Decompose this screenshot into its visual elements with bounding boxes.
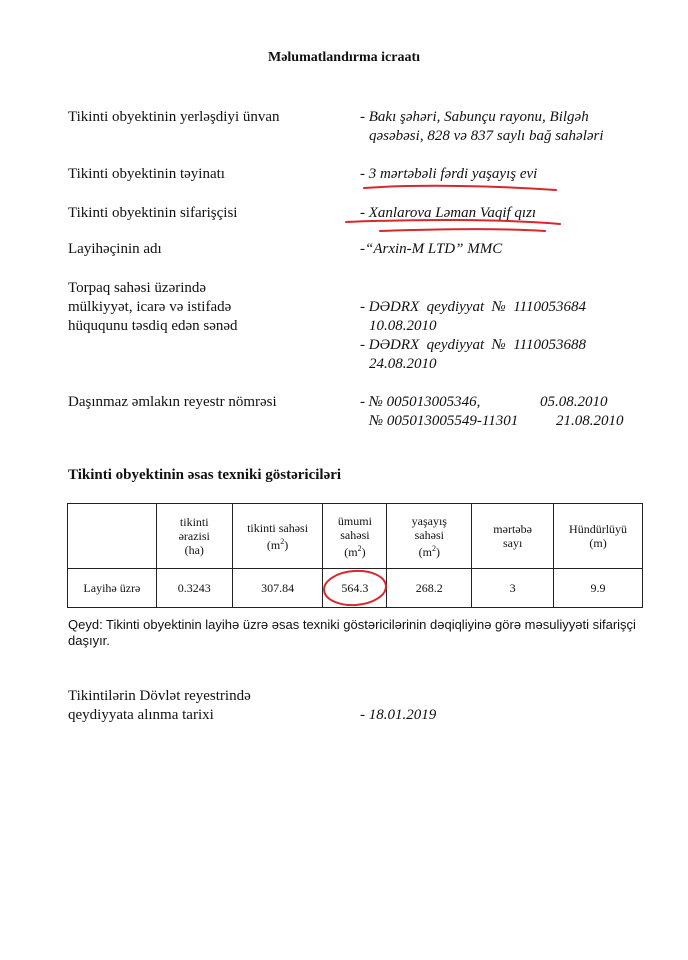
header-height: Hündürlüyü (m) <box>554 504 643 569</box>
header-living-area: yaşayış sahəsi $(m^2)$ <box>387 504 472 569</box>
address-line-2: qəsəbəsi, 828 və 837 saylı bağ sahələri <box>369 128 604 144</box>
state-register-label <box>68 687 358 725</box>
designer-value: -“Arxin-M LTD” MMC <box>360 241 503 257</box>
table-note: Qeyd: Tikinti obyektinin layihə üzrə əsas texniki göstəricilərinin dəqiqliyinə görə məsuliyyəti sifarişçi daşıyır. <box>68 617 636 648</box>
registry-value <box>360 393 640 431</box>
row-label-cell: Layihə üzrə <box>68 569 157 608</box>
registry-number-2: № 005013005549-11301 <box>369 413 519 429</box>
registry-date-1: 05.08.2010 <box>540 394 608 410</box>
header-building-area-ha: tikinti ərazisi (ha) <box>156 504 232 569</box>
value-building-area-ha: 0.3243 <box>156 569 232 608</box>
table-row <box>68 569 643 608</box>
state-register-label-line: qeydiyyata alınma tarixi <box>68 707 214 723</box>
land-doc-entry-1-date: 10.08.2010 <box>369 318 437 334</box>
header-building-area: tikinti sahəsi $(m^2)$ <box>232 504 323 569</box>
purpose-value: - 3 mərtəbəli fərdi yaşayış evi <box>360 166 538 182</box>
state-register-date: - 18.01.2019 <box>360 707 437 723</box>
document-title: Məlumatlandırma icraatı <box>267 50 421 65</box>
header-total-area: ümumi sahəsi $(m^2)$ <box>323 504 387 569</box>
land-doc-value <box>360 298 660 374</box>
designer-label: Layihəçinin adı <box>68 241 162 257</box>
table-header-row <box>68 504 643 569</box>
address-line-1: - Bakı şəhəri, Sabunçu rayonu, Bilgəh <box>360 109 589 125</box>
value-building-area: 307.84 <box>232 569 323 608</box>
client-label: Tikinti obyektinin sifarişçisi <box>68 205 238 221</box>
value-height: 9.9 <box>554 569 643 608</box>
address-label: Tikinti obyektinin yerləşdiyi ünvan <box>68 109 280 125</box>
purpose-label: Tikinti obyektinin təyinatı <box>68 166 225 182</box>
value-living-area: 268.2 <box>387 569 472 608</box>
client-value: - Xanlarova Ləman Vaqif qızı <box>360 205 537 221</box>
registry-date-2: 21.08.2010 <box>556 413 624 429</box>
table-corner-cell <box>68 504 157 569</box>
tech-section-title: Tikinti obyektinin əsas texniki göstəriciləri <box>68 467 342 483</box>
value-floor-count: 3 <box>472 569 554 608</box>
client-underline-mark-2 <box>380 229 545 231</box>
tech-table <box>67 503 643 608</box>
land-doc-label-line: hüququnu təsdiq edən sənəd <box>68 318 238 334</box>
state-register-label-line: Tikintilərin Dövlət reyestrində <box>68 688 251 704</box>
address-value <box>360 108 660 146</box>
value-total-area: 564.3 <box>323 569 387 608</box>
land-doc-entry-1: - DƏDRX qeydiyyat № 1110053684 <box>360 299 587 315</box>
land-doc-entry-2: - DƏDRX qeydiyyat № 1110053688 <box>360 337 587 353</box>
purpose-underline-mark <box>364 186 556 190</box>
header-floor-count: mərtəbə sayı <box>472 504 554 569</box>
registry-number-1: - № 005013005346, <box>360 394 481 410</box>
land-doc-label-line: mülkiyyət, icarə və istifadə <box>68 299 232 315</box>
registry-label: Daşınmaz əmlakın reyestr nömrəsi <box>68 394 277 410</box>
land-doc-entry-2-date: 24.08.2010 <box>369 356 437 372</box>
land-doc-label-line: Torpaq sahəsi üzərində <box>68 280 207 296</box>
land-doc-label <box>68 279 358 336</box>
